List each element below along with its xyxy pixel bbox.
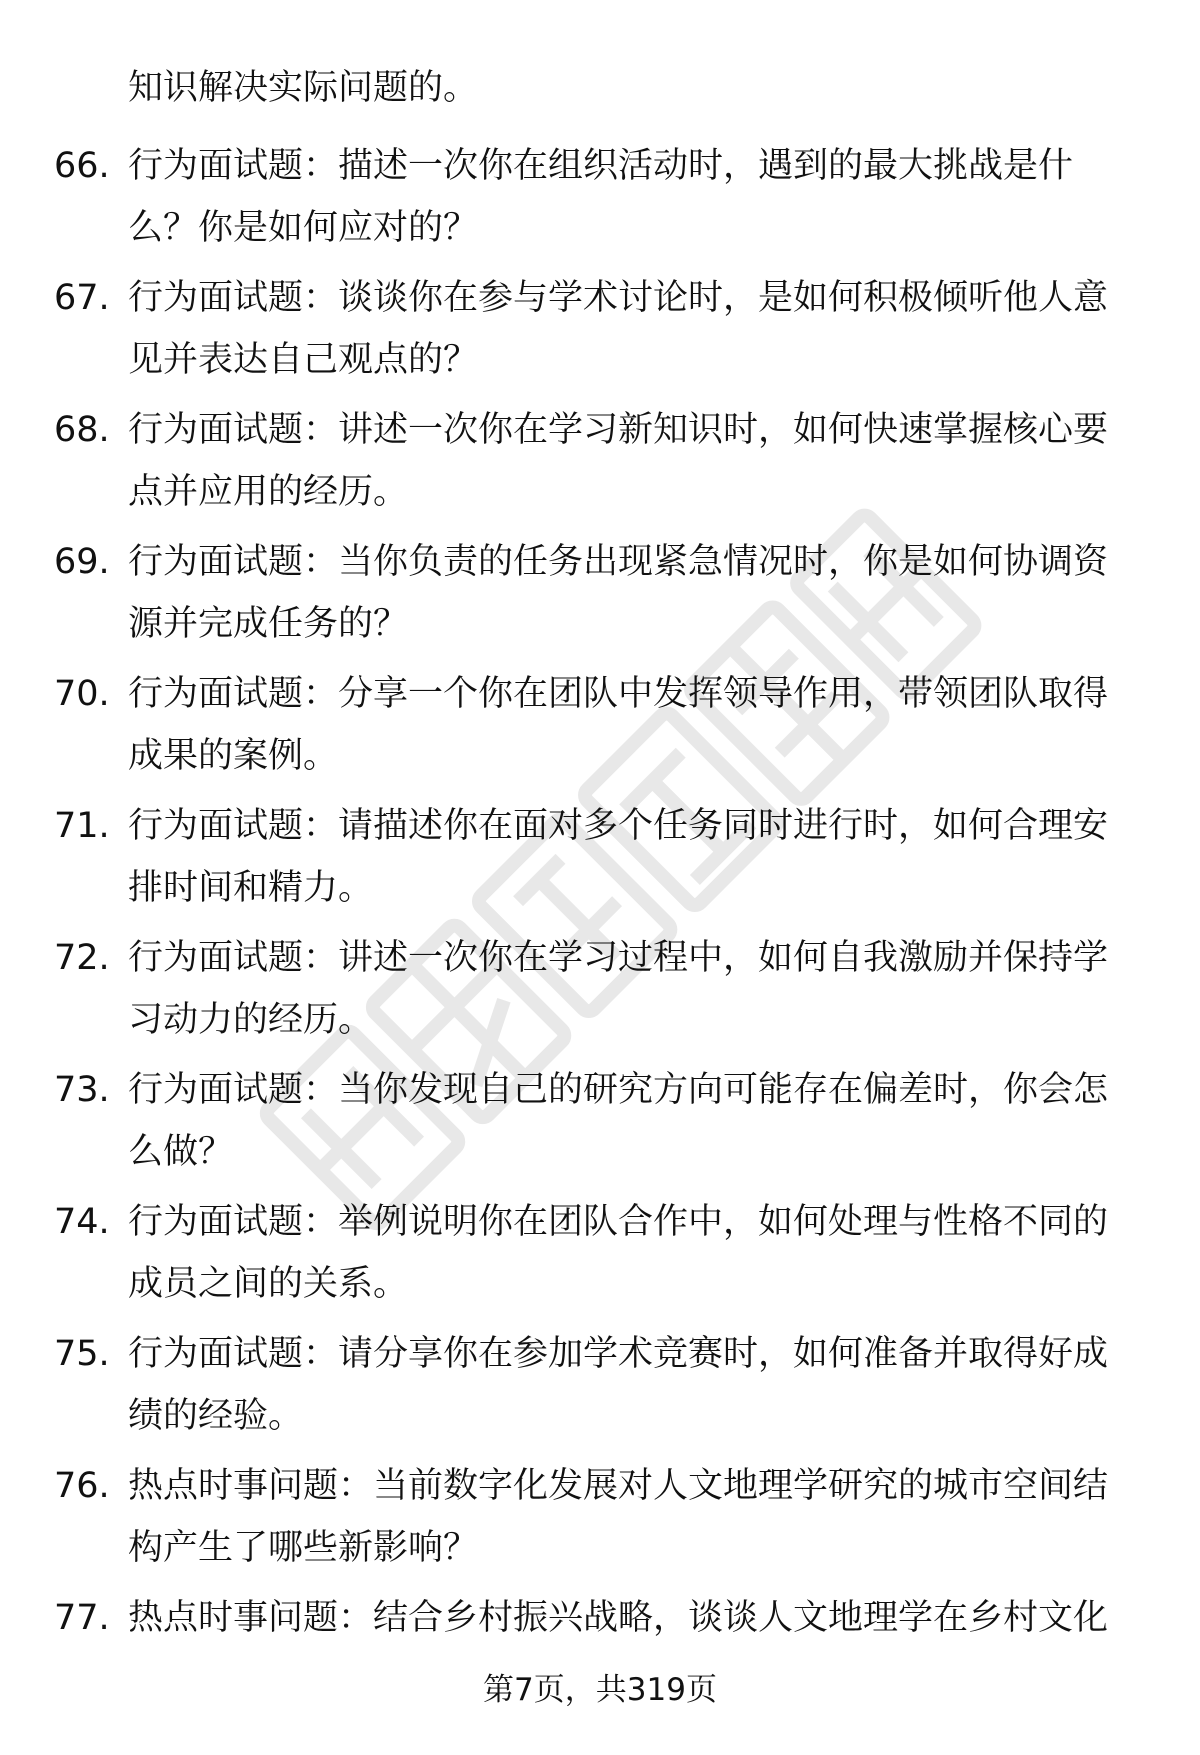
question-text: 行为面试题：谈谈你在参与学术讨论时，是如何积极倾听他人意 见并表达自己观点的？: [128, 278, 1109, 380]
question-text: 热点时事问题：结合乡村振兴战略，谈谈人文地理学在乡村文化: [128, 1598, 1109, 1638]
question-item: [0, 1059, 1200, 1191]
question-text: 行为面试题：分享一个你在团队中发挥领导作用，带领团队取得 成果的案例。: [128, 674, 1109, 776]
question-number: 71.: [54, 806, 110, 846]
question-item: [0, 927, 1200, 1059]
question-item: [0, 135, 1200, 267]
question-item: [0, 1323, 1200, 1455]
page-footer: 第7页，共319页: [483, 1672, 717, 1708]
question-number: 76.: [54, 1466, 110, 1506]
question-item: [0, 399, 1200, 531]
question-number: 74.: [54, 1202, 110, 1242]
question-item: [0, 663, 1200, 795]
question-text: 行为面试题：当你负责的任务出现紧急情况时，你是如何协调资 源并完成任务的？: [128, 542, 1109, 644]
question-number: 72.: [54, 938, 110, 978]
question-number: 77.: [54, 1598, 110, 1638]
question-text: 行为面试题：描述一次你在组织活动时，遇到的最大挑战是什 么？你是如何应对的？: [128, 146, 1074, 248]
question-text: 行为面试题：讲述一次你在学习过程中，如何自我激励并保持学 习动力的经历。: [128, 938, 1109, 1040]
question-list: [0, 135, 1200, 1719]
question-text: 行为面试题：讲述一次你在学习新知识时，如何快速掌握核心要 点并应用的经历。: [128, 410, 1109, 512]
question-number: 73.: [54, 1070, 110, 1110]
question-number: 69.: [54, 542, 110, 582]
question-number: 67.: [54, 278, 110, 318]
question-item: [0, 1455, 1200, 1587]
question-item: [0, 267, 1200, 399]
question-item: [0, 1191, 1200, 1323]
question-number: 68.: [54, 410, 110, 450]
question-number: 75.: [54, 1334, 110, 1374]
question-number: 66.: [54, 146, 110, 186]
question-text: 行为面试题：请分享你在参加学术竞赛时，如何准备并取得好成 绩的经验。: [128, 1334, 1109, 1436]
question-number: 70.: [54, 674, 110, 714]
question-item: [0, 531, 1200, 663]
question-item: [0, 795, 1200, 927]
question-text: 行为面试题：当你发现自己的研究方向可能存在偏差时，你会怎 么做？: [128, 1070, 1109, 1172]
question-text: 热点时事问题：当前数字化发展对人文地理学研究的城市空间结 构产生了哪些新影响？: [128, 1466, 1109, 1568]
question-text: 行为面试题：请描述你在面对多个任务同时进行时，如何合理安 排时间和精力。: [128, 806, 1109, 908]
question-text: 行为面试题：举例说明你在团队合作中，如何处理与性格不同的 成员之间的关系。: [128, 1202, 1109, 1304]
continuation-text: 知识解决实际问题的。: [128, 68, 479, 108]
